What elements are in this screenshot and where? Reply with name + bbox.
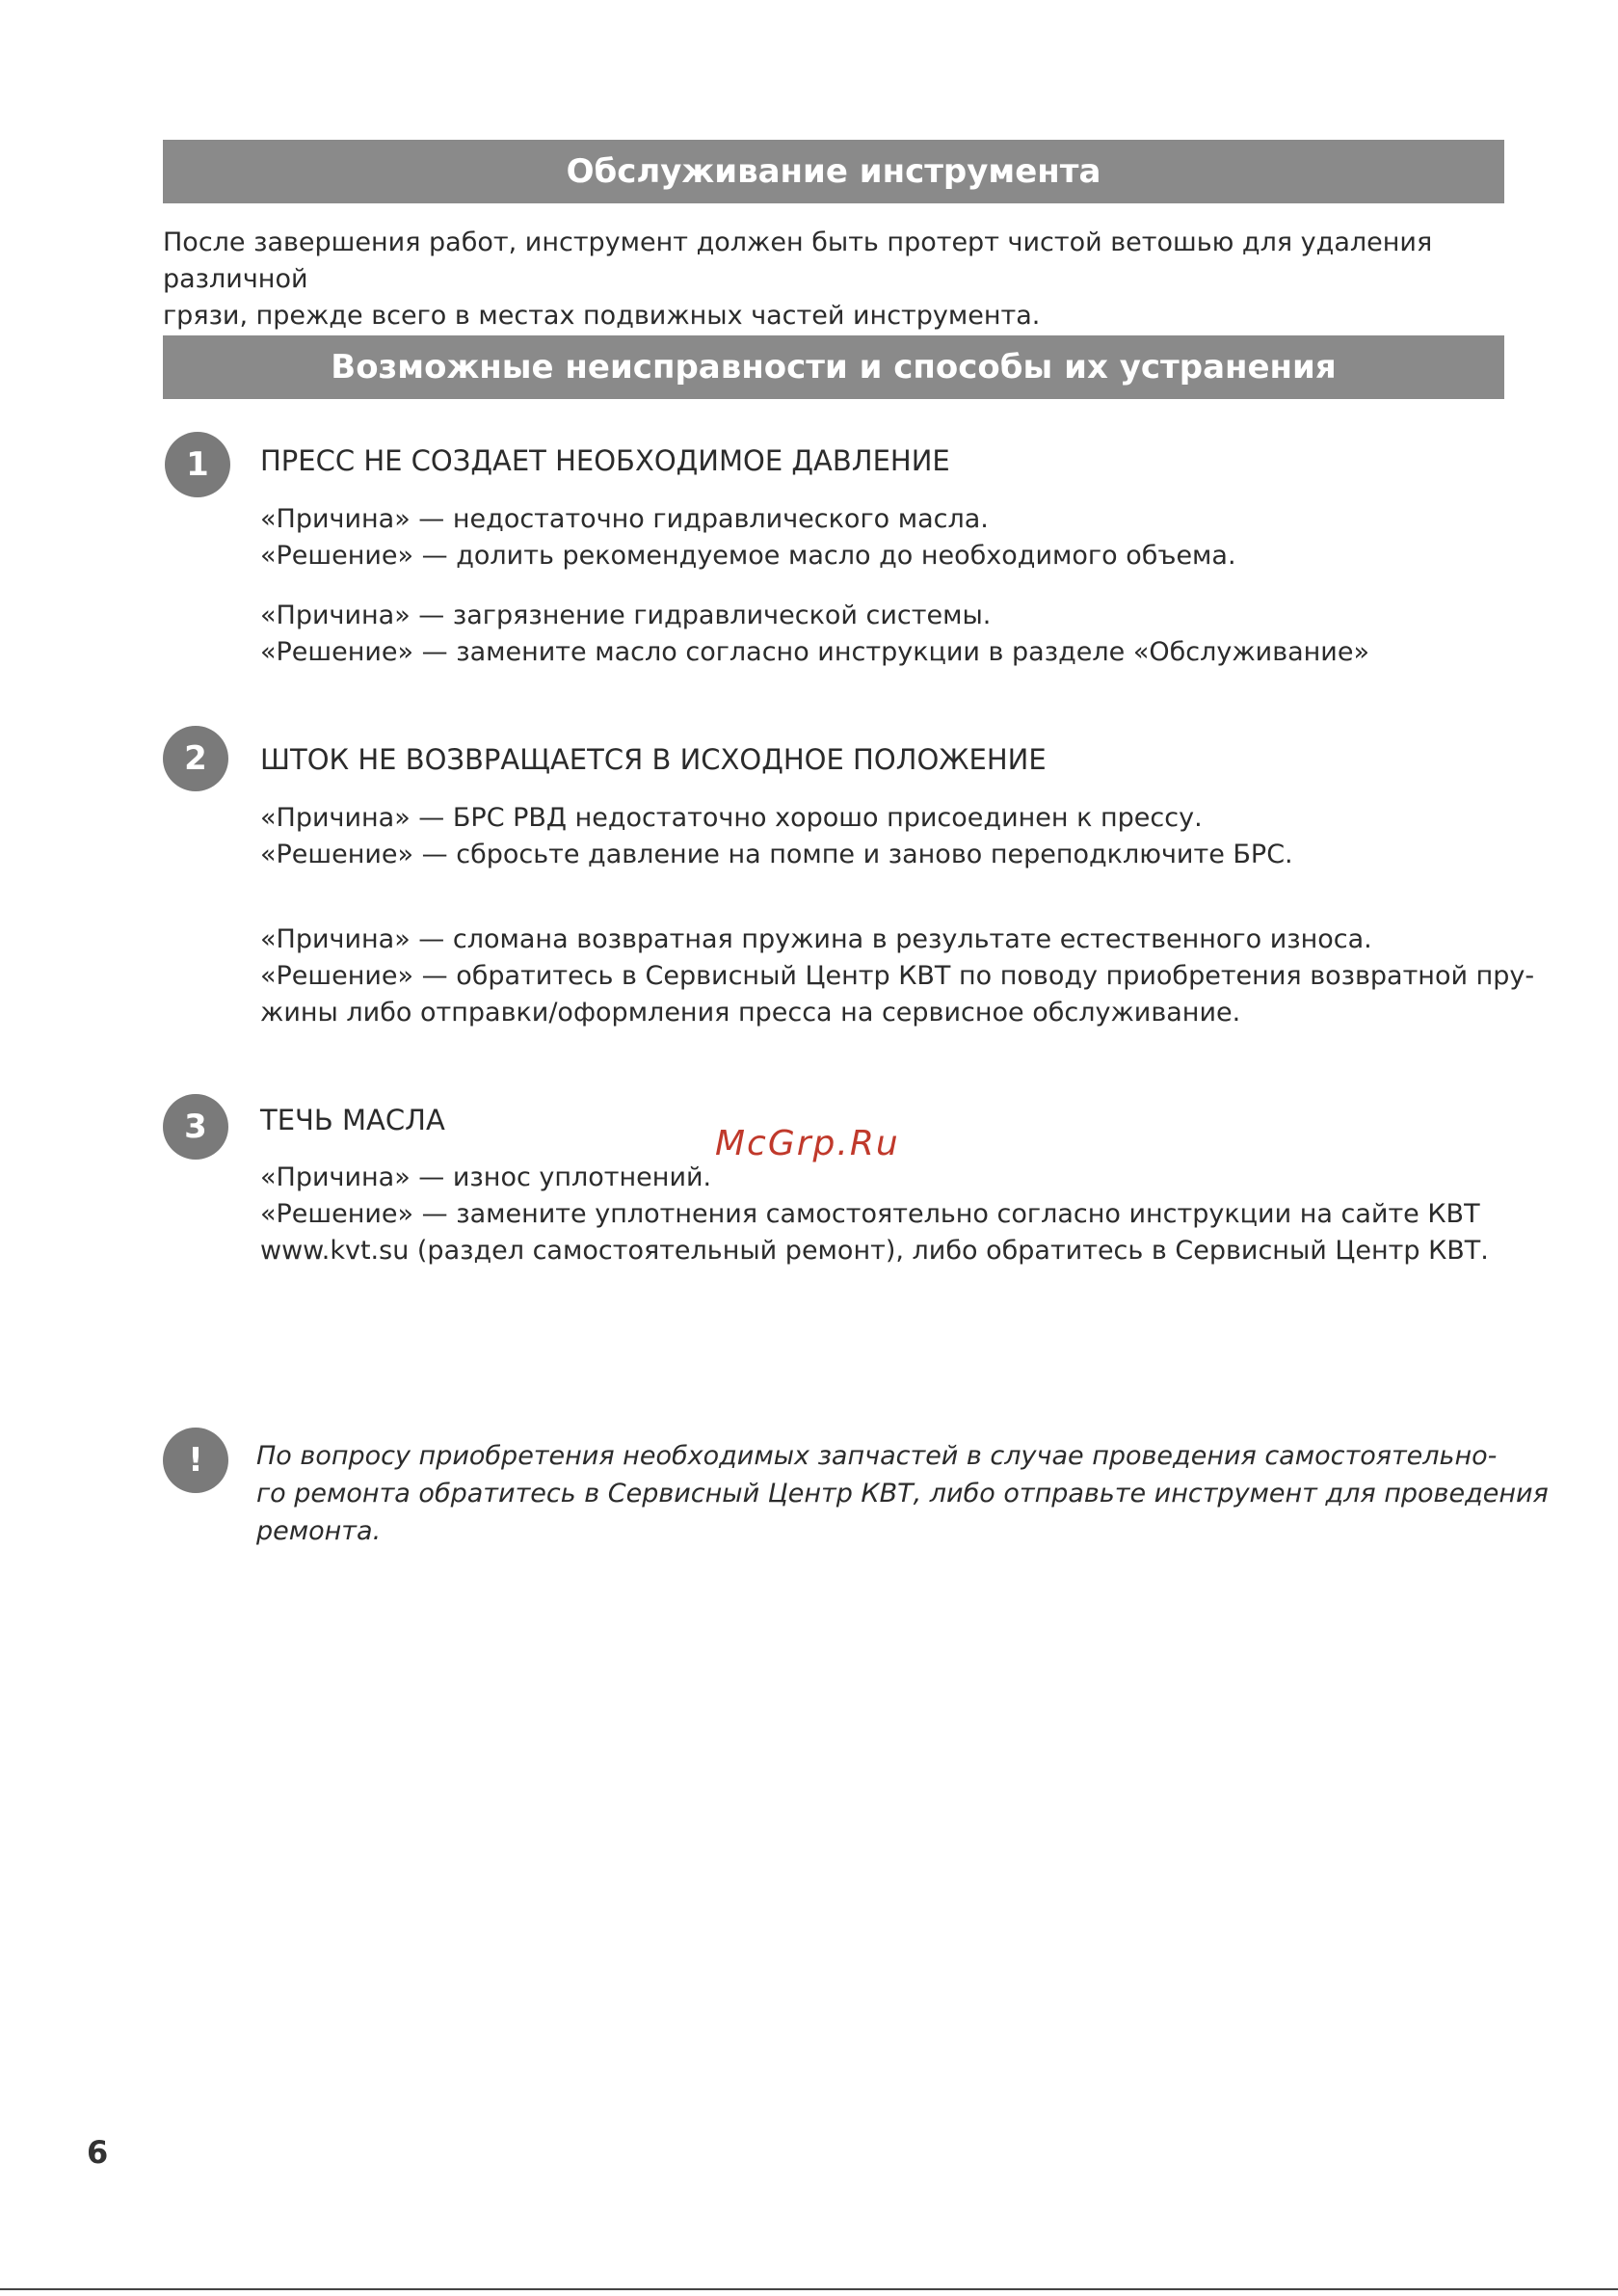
item-3-line: «Причина» — износ уплотнений. xyxy=(260,1162,712,1192)
item-2-number-badge xyxy=(163,726,228,791)
item-1-line: «Причина» — загрязнение гидравлической системы. xyxy=(260,601,992,630)
item-1-line: «Решение» — долить рекомендуемое масло до необходимого объема. xyxy=(260,541,1236,571)
item-2-line: «Решение» — обратитесь в Сервисный Центр КВТ по поводу приобретения возвратной пру- xyxy=(260,961,1535,991)
item-3-line: «Решение» — замените уплотнения самостоятельно согласно инструкции на сайте КВТ xyxy=(260,1199,1480,1229)
item-2-number: 2 xyxy=(184,739,207,778)
warning-icon xyxy=(163,1428,228,1493)
item-3-number-badge xyxy=(163,1094,228,1160)
item-1-title: ПРЕСС НЕ СОЗДАЕТ НЕОБХОДИМОЕ ДАВЛЕНИЕ xyxy=(260,444,950,477)
notice-line: По вопросу приобретения необходимых запчастей в случае проведения самостоятельно- xyxy=(256,1441,1498,1471)
maintenance-line-1: После завершения работ, инструмент должен быть протерт чистой ветошью для удаления различной xyxy=(163,227,1433,294)
maintenance-line-2: грязи, прежде всего в местах подвижных частей инструмента. xyxy=(163,301,1041,331)
maintenance-title: Обслуживание инструмента xyxy=(566,152,1101,191)
item-1-number-badge xyxy=(165,432,230,497)
maintenance-section-header xyxy=(163,140,1504,203)
item-1-line: «Решение» — замените масло согласно инструкции в разделе «Обслуживание» xyxy=(260,637,1369,667)
watermark: McGrp.Ru xyxy=(715,1124,900,1163)
item-2-line: «Причина» — БРС РВД недостаточно хорошо присоединен к прессу. xyxy=(260,803,1203,833)
notice-line: ремонта. xyxy=(256,1516,382,1546)
warning-symbol: ! xyxy=(188,1441,203,1480)
bottom-rule xyxy=(0,2288,1618,2290)
maintenance-text xyxy=(163,225,1512,334)
page-number: 6 xyxy=(87,2134,109,2171)
notice-line: го ремонта обратитесь в Сервисный Центр КВТ, либо отправьте инструмент для проведения xyxy=(256,1479,1549,1508)
troubleshooting-title: Возможные неисправности и способы их устранения xyxy=(331,348,1337,387)
item-3-number: 3 xyxy=(184,1108,207,1146)
notice-text xyxy=(256,1437,1549,1550)
item-2-title: ШТОК НЕ ВОЗВРАЩАЕТСЯ В ИСХОДНОЕ ПОЛОЖЕНИЕ xyxy=(260,743,1047,776)
item-3-title: ТЕЧЬ МАСЛА xyxy=(260,1104,445,1136)
item-2-line: жины либо отправки/оформления пресса на сервисное обслуживание. xyxy=(260,998,1241,1028)
item-2-line: «Причина» — сломана возвратная пружина в результате естественного износа. xyxy=(260,924,1372,954)
troubleshooting-section-header xyxy=(163,335,1504,399)
item-1-line: «Причина» — недостаточно гидравлического масла. xyxy=(260,504,989,534)
item-2-line: «Решение» — сбросьте давление на помпе и заново переподключите БРС. xyxy=(260,840,1293,869)
item-1-number: 1 xyxy=(186,445,209,484)
item-3-line: www.kvt.su (раздел самостоятельный ремонт), либо обратитесь в Сервисный Центр КВТ. xyxy=(260,1236,1489,1266)
